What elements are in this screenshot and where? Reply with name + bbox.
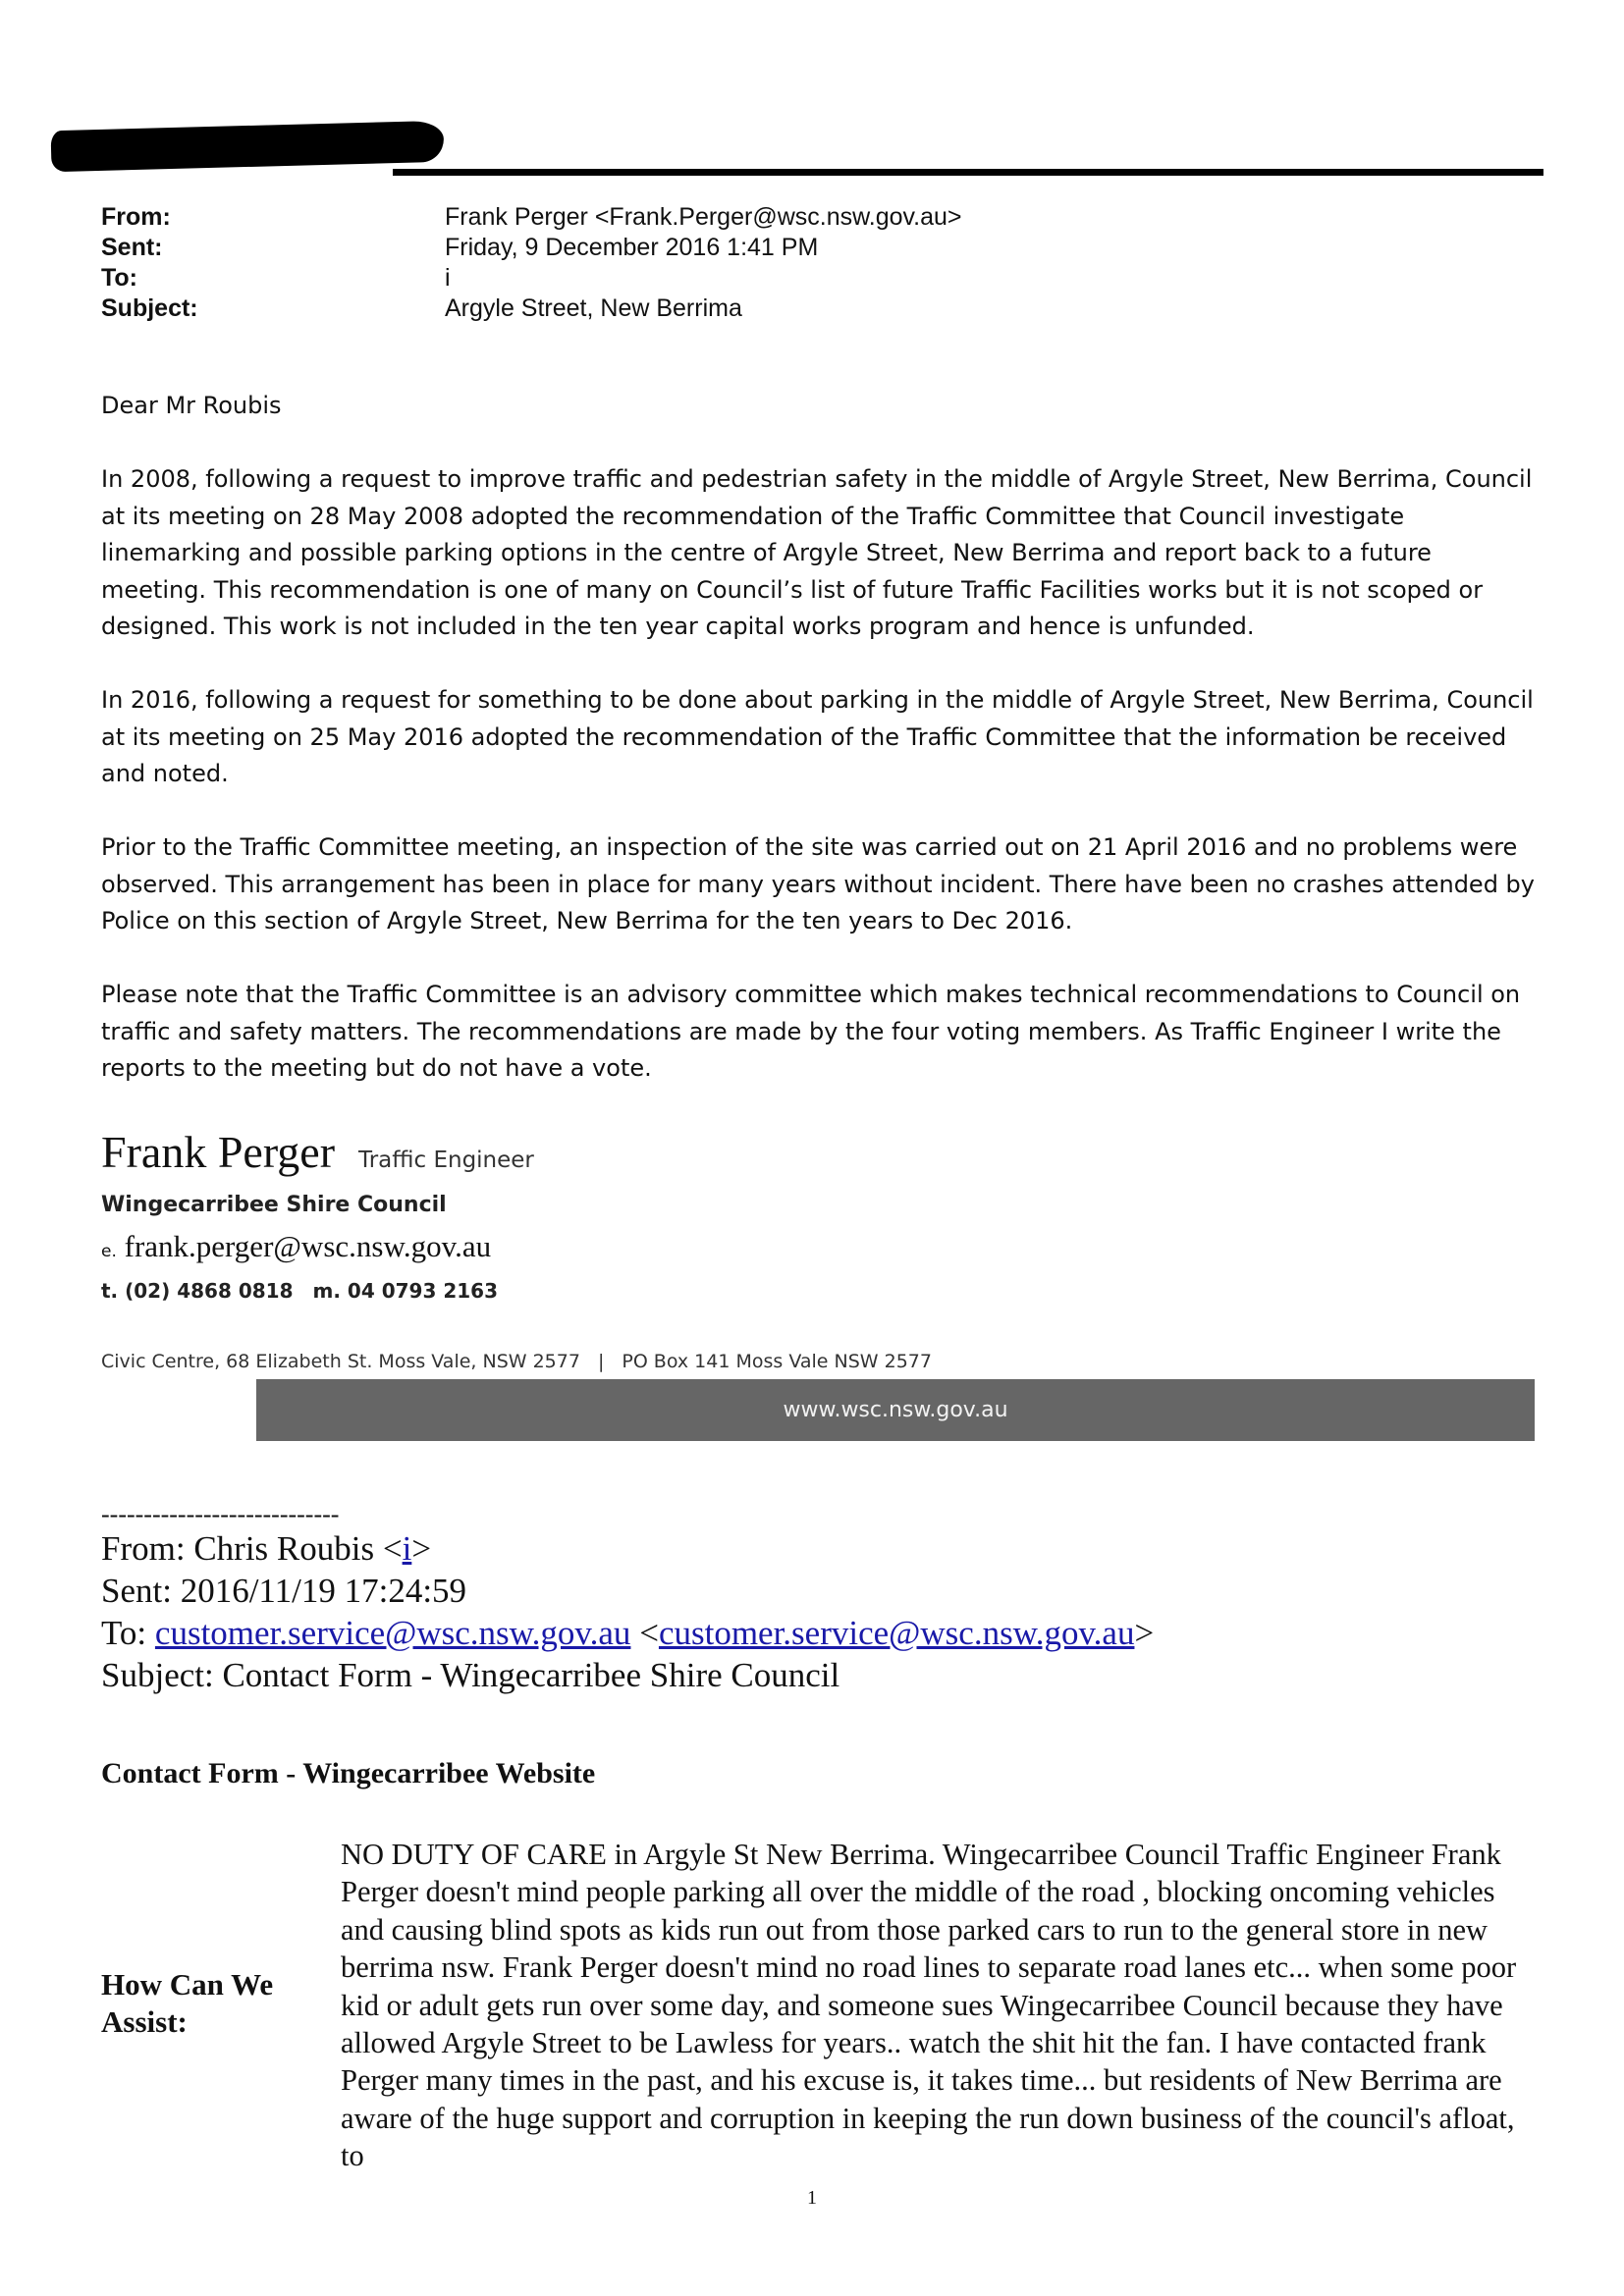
body-paragraph: In 2008, following a request to improve traffic and pedestrian safety in the middle of Argyle Street, New Berrima, Council at its meeting on 28 May 2008 adopted the recommendation of the Traffic Committee that Council investigate linemarking and possible parking options in the centre of Argyle Street, New Berrima and report back to a future meeting. This recommendation is one of many on Council’s list of future Traffic Facilities works but it is not scoped or designed. This work is not included in the ten year capital works program and hence is unfunded.: [101, 465, 1533, 640]
to-label: To:: [101, 264, 138, 292]
greeting: Dear Mr Roubis: [101, 392, 282, 419]
assist-label: How Can We Assist:: [101, 1967, 274, 2039]
to-email-link-bracketed[interactable]: customer.service@wsc.nsw.gov.au: [658, 1614, 1135, 1652]
forward-divider: ----------------------------: [101, 1500, 340, 1528]
forwarded-subject: Subject: Contact Form - Wingecarribee Shire Council: [101, 1656, 840, 1694]
forwarded-to-end: >: [1134, 1614, 1155, 1652]
page-number: 1: [807, 2187, 817, 2209]
subject-label: Subject:: [101, 294, 198, 322]
forwarded-from: [101, 1527, 1154, 1570]
forwarded-to-label: To:: [101, 1614, 155, 1652]
forwarded-from-label: From: Chris Roubis <: [101, 1529, 403, 1568]
email-body: [101, 388, 1535, 1124]
signature-email-link[interactable]: frank.perger@wsc.nsw.gov.au: [124, 1229, 492, 1263]
forwarded-sent: Sent: 2016/11/19 17:24:59: [101, 1572, 467, 1610]
redaction-mark: [51, 121, 445, 172]
email-header: [101, 202, 962, 324]
signature-council: Wingecarribee Shire Council: [101, 1193, 447, 1217]
signature-title: Traffic Engineer: [358, 1148, 534, 1173]
body-paragraph: Prior to the Traffic Committee meeting, an inspection of the site was carried out on 21 April 2016 and no problems were observed. This arrangement has been in place for many years without incident. There have been no crashes attended by Police on this section of Argyle Street, New Berrima for the ten years to Dec 2016.: [101, 833, 1535, 934]
phone-number: t. (02) 4868 0818: [101, 1279, 294, 1303]
street-address: Civic Centre, 68 Elizabeth St. Moss Vale, NSW 2577: [101, 1351, 580, 1372]
subject-row: [101, 294, 962, 324]
sent-row: [101, 233, 962, 263]
from-value: Frank Perger <Frank.Perger@wsc.nsw.gov.au>: [445, 203, 962, 231]
sent-value: Friday, 9 December 2016 1:41 PM: [445, 234, 819, 261]
signature-phone: [101, 1279, 498, 1303]
address-separator: |: [597, 1351, 605, 1372]
subject-value: Argyle Street, New Berrima: [445, 294, 742, 322]
from-row: [101, 202, 962, 233]
body-paragraph: In 2016, following a request for something to be done about parking in the middle of Argyle Street, New Berrima, Council at its meeting on 25 May 2016 adopted the recommendation of the Traffic Committee that the information be received and noted.: [101, 686, 1534, 787]
header-rule: [393, 169, 1543, 176]
to-row: [101, 263, 962, 294]
to-email-link[interactable]: customer.service@wsc.nsw.gov.au: [154, 1614, 631, 1652]
from-label: From:: [101, 203, 171, 231]
body-paragraph: Please note that the Traffic Committee is an advisory committee which makes technical recommendations to Council on traffic and safety matters. The recommendations are made by the four voting members. As Traffic Engineer I write the reports to the meeting but do not have a vote.: [101, 981, 1521, 1082]
forwarded-to: [101, 1612, 1154, 1654]
forwarded-from-link[interactable]: i: [402, 1529, 412, 1568]
forwarded-from-end: >: [411, 1529, 432, 1568]
assist-message: NO DUTY OF CARE in Argyle St New Berrima. Wingecarribee Council Traffic Engineer Frank Perger doesn't mind people parking all over the middle of the road , blocking oncoming vehicles and causing blind spots as kids run out from those parked cars to run to the general store in new berrima nsw. Frank Perger doesn't mind no road lines to separate road lanes etc... when some poor kid or adult gets run over some day, and someone sues Wingecarribee Council because they have allowed Argyle Street to be Lawless for years.. watch the shit hit the fan. I have contacted frank Perger many times in the past, and his excuse is, it takes time... but residents of New Berrima are aware of the huge support and corruption in keeping the run down business of the council's afloat, to: [341, 1838, 1517, 2173]
po-box: PO Box 141 Moss Vale NSW 2577: [622, 1351, 932, 1372]
forwarded-to-mid: <: [630, 1614, 659, 1652]
website-bar: [256, 1379, 1535, 1441]
forwarded-header: [101, 1502, 1154, 1696]
signature-name: [101, 1127, 534, 1186]
signature-address: [101, 1351, 932, 1372]
contact-form-title: Contact Form - Wingecarribee Website: [101, 1757, 596, 1789]
signature-email: [101, 1229, 491, 1264]
sent-label: Sent:: [101, 234, 163, 261]
email-prefix: e.: [101, 1242, 117, 1261]
to-value: i: [445, 264, 451, 292]
signature-name-text: Frank Perger: [101, 1127, 336, 1177]
website-link[interactable]: www.wsc.nsw.gov.au: [783, 1398, 1008, 1422]
mobile-number: m. 04 0793 2163: [312, 1279, 498, 1303]
